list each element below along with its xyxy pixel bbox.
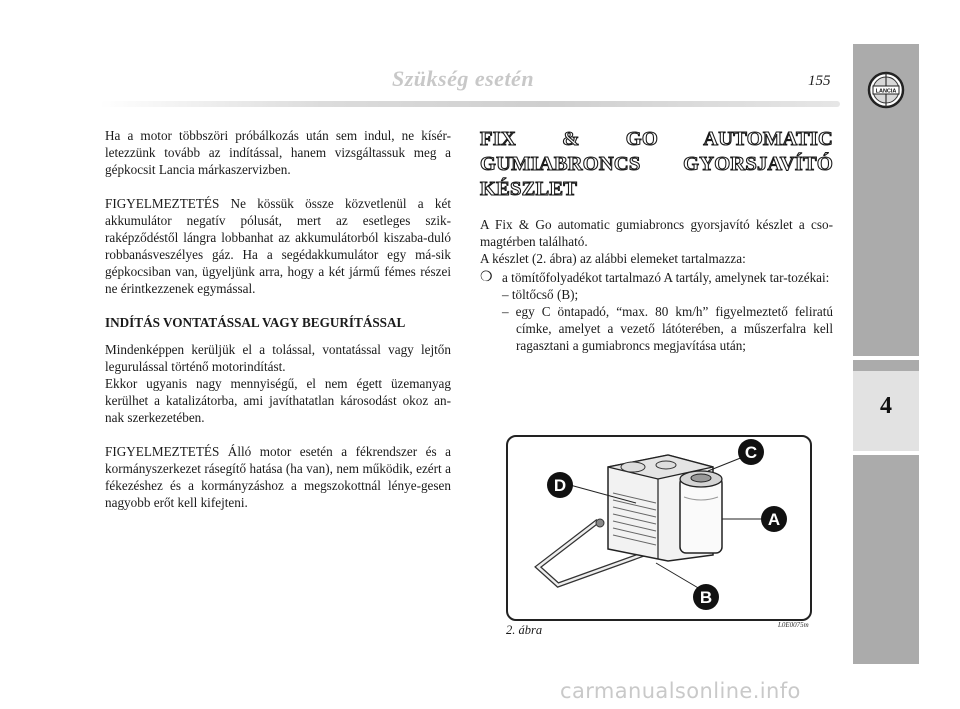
svg-text:B: B [699,588,713,607]
sub-list-item: – töltőcső (B); [502,287,579,302]
figure-code: L0E0075m [778,621,809,629]
warning-paragraph: FIGYELMEZTETÉS Ne kössük össze közvetlenül a két akkumulátor negatív pólusát, mert az esetleges szik-raképződéstől lángra lobbanhat az akkumulátorból kiszaba-duló robbanásveszélyes gáz. Ha a segédakkumulátor egy má-sik gépkocsiban van, ügyeljünk arra, hogy a két jármű fémes részei ne érintkezzenek egymással. [105,196,451,296]
svg-text:A: A [767,510,781,529]
warning-paragraph: FIGYELMEZTETÉS Álló motor esetén a fékrendszer és a kormányszerkezet rásegítő hatása (ha van), nem működik, ezért a fékezéshez és a kormányzáshoz a megszokottnál lénye-gesen nagyobb erőt kell kifejteni. [105,444,451,510]
paragraph: Mindenképpen kerüljük el a tolással, vontatással vagy lejtőn legurulással történő motorindítást. [105,342,451,374]
label-b-marker [693,584,719,610]
list-item-text: a tömítőfolyadékot tartalmazó A tartály, amelynek tar-tozékai: [502,270,830,285]
section-title: FIX & GO AUTOMATIC GUMIABRONCS GYORSJAVÍTÓ KÉSZLET [480,128,833,200]
svg-text:C: C [744,443,758,462]
sidebar-separator [853,451,919,455]
right-column [480,127,833,354]
chapter-sidebar [853,44,919,664]
label-d-marker [547,472,573,498]
tyre-repair-kit-drawing [508,437,810,619]
section-heading: INDÍTÁS VONTATÁSSAL VAGY BEGURÍTÁSSAL [105,315,406,330]
figure-caption: 2. ábra [506,623,543,637]
label-c-marker [738,439,764,465]
paragraph: Ha a motor többszöri próbálkozás után sem indul, ne kísér-letezzünk tovább az indítással, hanem vizsgáltassuk meg a gépkocsit Lancia márkaszervizben. [105,128,451,177]
page-header-title: Szükség esetén [392,66,535,91]
header-divider [100,101,840,107]
bullet-circle-icon: ❍ [480,270,493,285]
svg-text:D: D [553,476,567,495]
watermark: carmanualsonline.info [560,679,801,703]
page-number: 155 [808,73,831,89]
label-a-marker [761,506,787,532]
lancia-logo-icon [867,67,905,113]
figure-illustration [506,435,812,621]
logo-text: LANCIA [875,88,897,95]
chapter-number: 4 [880,393,892,419]
sub-list-item: – egy C öntapadó, “max. 80 km/h” figyelmeztető feliratú címke, amelyet a vezető látóterében, a műszerfalra kell ragasztani a gumiabroncs megjavítása után; [502,304,833,353]
left-column [105,127,451,528]
paragraph: Ekkor ugyanis nagy mennyiségű, el nem égett üzemanyag kerülhet a katalizátorba, ami javíthatatlan károsodást okoz an-nak szerkezetében. [105,376,451,425]
paragraph: A Fix & Go automatic gumiabroncs gyorsjavító készlet a cso-magtérben található. [480,217,833,249]
sidebar-separator [853,356,919,360]
list-item [480,269,833,354]
paragraph: A készlet (2. ábra) az alábbi elemeket tartalmazza: [480,251,746,266]
